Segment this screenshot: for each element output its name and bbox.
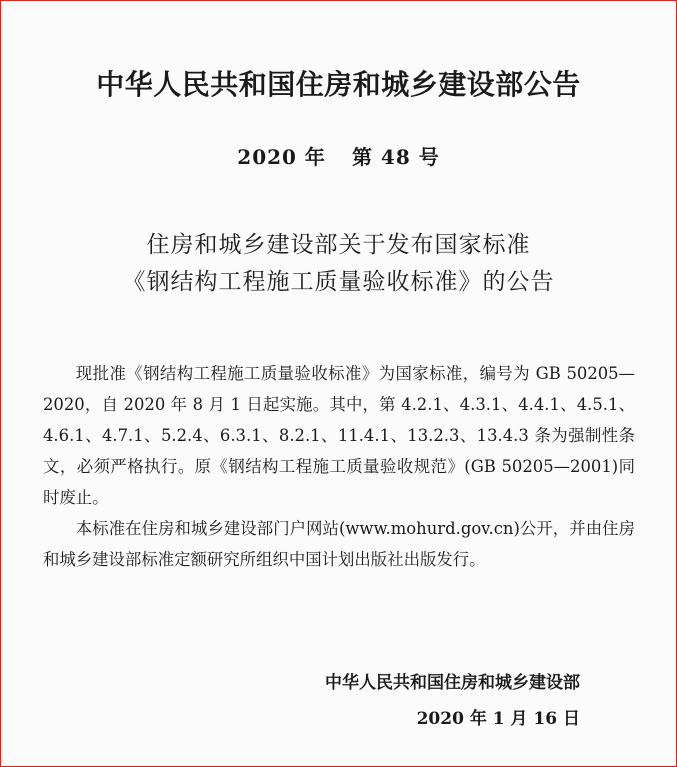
- issue-year: 2020 年: [237, 145, 326, 169]
- announcement-subtitle: [1, 227, 676, 301]
- signature-org: 中华人民共和国住房和城乡建设部: [325, 673, 580, 693]
- issue-line: [1, 141, 676, 170]
- subtitle-line-1: 住房和城乡建设部关于发布国家标准: [146, 232, 531, 258]
- subtitle-line-2: 《钢结构工程施工质量验收标准》的公告: [122, 269, 555, 295]
- body-paragraph-1: 现批准《钢结构工程施工质量验收标准》为国家标准，编号为 GB 50205—2020，自 2020 年 8 月 1 日起实施。其中，第 4.2.1、4.3.1、4.4.1、4.5.1、4.6.1、4.7.1、5.2.4、6.3.1、8.2.1、11.4.1、13.2.3、13.4.3 条为强制性条文，必须严格执行。原《钢结构工程施工质量验收规范》(GB 50205—2001)同时废止。: [43, 364, 635, 507]
- signature-block: [325, 665, 580, 737]
- body-paragraph-2: 本标准在住房和城乡建设部门户网站(www.mohurd.gov.cn)公开，并由住房和城乡建设部标准定额研究所组织中国计划出版社出版发行。: [43, 519, 635, 569]
- signature-date: 2020 年 1 月 16 日: [416, 709, 580, 729]
- issue-number: 第 48 号: [351, 145, 440, 169]
- announcement-body: [43, 358, 635, 575]
- announcement-title: 中华人民共和国住房和城乡建设部公告: [96, 68, 581, 101]
